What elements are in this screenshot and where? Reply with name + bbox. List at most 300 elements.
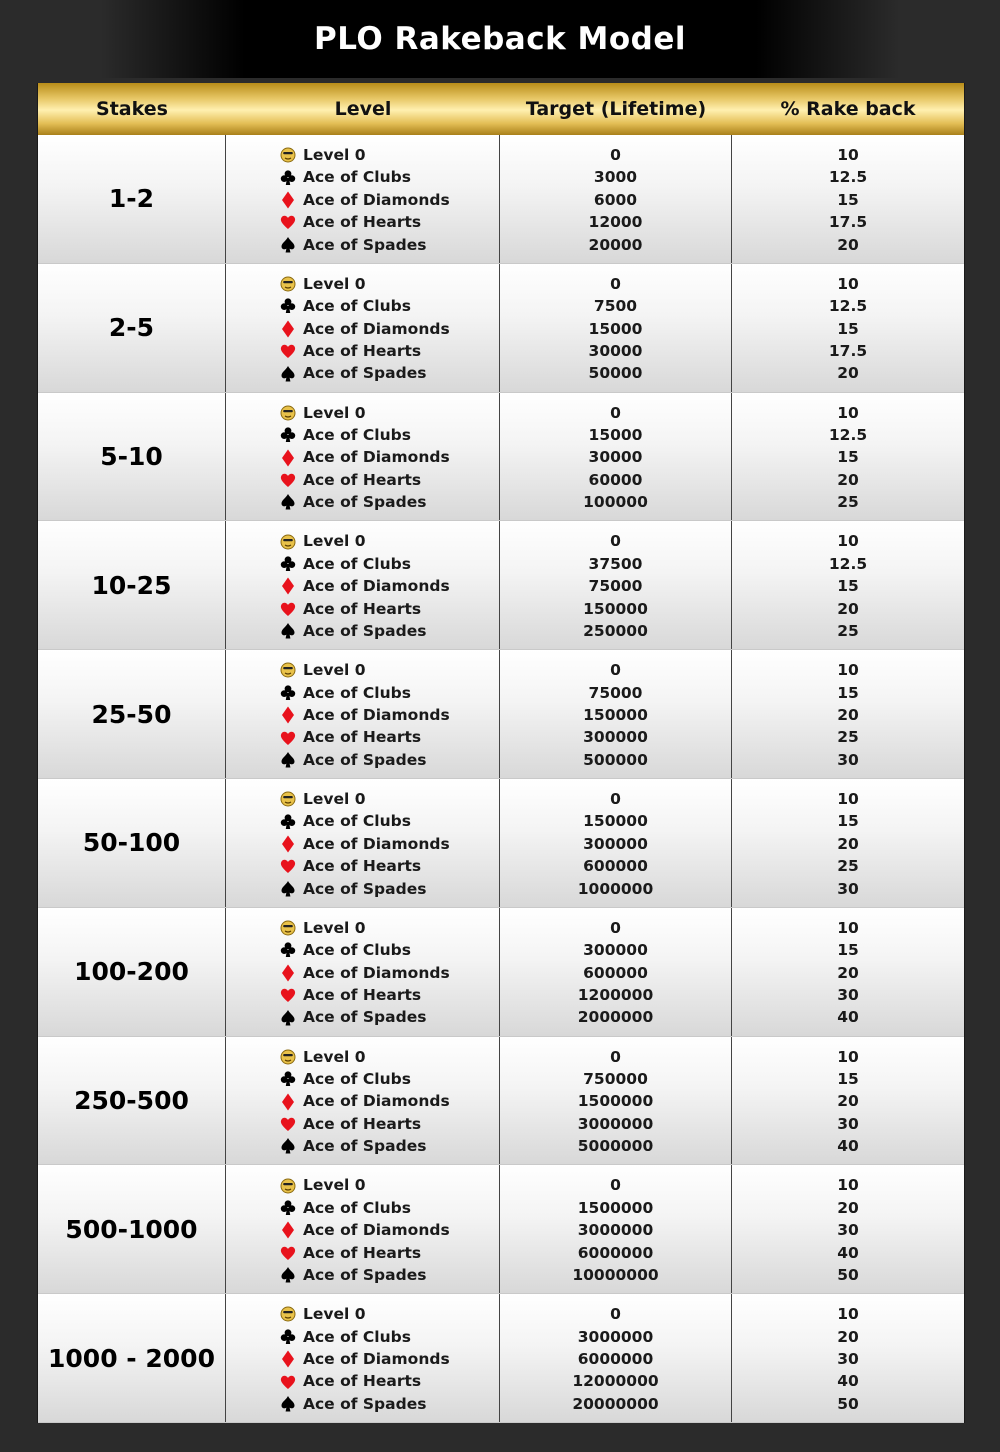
level-label: Ace of Spades <box>303 1008 427 1027</box>
club-icon <box>280 426 296 444</box>
target-value: 0 <box>610 274 621 293</box>
level-cell <box>226 908 500 1036</box>
level-label: Ace of Diamonds <box>303 577 450 596</box>
stakes-cell: 250-500 <box>38 1037 226 1165</box>
heart-icon <box>280 342 296 360</box>
level-label: Ace of Clubs <box>303 812 411 831</box>
club-icon <box>280 555 296 573</box>
rakeback-cell <box>732 779 964 907</box>
rakeback-value: 10 <box>837 403 859 422</box>
rakeback-value: 10 <box>837 1305 859 1324</box>
target-value: 300000 <box>583 728 648 747</box>
target-cell <box>500 779 732 907</box>
level-label: Ace of Hearts <box>303 1243 422 1262</box>
spade-icon <box>280 1137 296 1155</box>
level-label: Ace of Spades <box>303 1265 427 1284</box>
level-item <box>280 234 499 256</box>
target-cell <box>500 1165 732 1293</box>
emoji-face-icon <box>280 790 296 808</box>
rakeback-value: 10 <box>837 532 859 551</box>
table-header <box>38 83 964 135</box>
table-row <box>38 521 964 650</box>
rakeback-value: 15 <box>837 941 859 960</box>
level-item <box>280 1303 499 1325</box>
rakeback-cell <box>732 908 964 1036</box>
target-value: 3000 <box>593 168 638 187</box>
level-item <box>280 682 499 704</box>
level-cell <box>226 135 500 263</box>
table-row <box>38 1294 964 1423</box>
diamond-icon <box>280 1350 296 1368</box>
level-item <box>280 1068 499 1090</box>
target-value: 12000000 <box>572 1372 659 1391</box>
level-item <box>280 402 499 424</box>
rakeback-cell <box>732 521 964 649</box>
level-item <box>280 189 499 211</box>
target-value: 0 <box>610 146 621 164</box>
level-item <box>280 575 499 597</box>
emoji-face-icon <box>280 533 296 551</box>
spade-icon <box>280 1009 296 1027</box>
level-item <box>280 1113 499 1135</box>
emoji-face-icon <box>280 1048 296 1066</box>
table-row <box>38 1037 964 1166</box>
target-value: 20000 <box>588 235 643 254</box>
spade-icon <box>280 493 296 511</box>
stakes-cell: 2-5 <box>38 264 226 392</box>
target-value: 1500000 <box>577 1092 654 1111</box>
target-value: 12000 <box>588 213 643 232</box>
stakes-cell: 1000 - 2000 <box>38 1294 226 1422</box>
stakes-cell: 25-50 <box>38 650 226 778</box>
level-label: Ace of Hearts <box>303 985 422 1004</box>
target-value: 7500 <box>593 297 638 316</box>
target-value: 300000 <box>583 941 648 960</box>
spade-icon <box>280 365 296 383</box>
level-item <box>280 598 499 620</box>
target-cell <box>500 135 732 263</box>
heart-icon <box>280 600 296 618</box>
level-item <box>280 620 499 642</box>
level-label: Level 0 <box>303 532 366 551</box>
level-label: Level 0 <box>303 274 366 293</box>
emoji-face-icon <box>280 146 296 164</box>
level-cell <box>226 264 500 392</box>
diamond-icon <box>280 964 296 982</box>
rakeback-value: 20 <box>837 1198 859 1217</box>
rakeback-value: 10 <box>837 274 859 293</box>
level-cell <box>226 650 500 778</box>
level-label: Level 0 <box>303 661 366 680</box>
spade-icon <box>280 1266 296 1284</box>
level-item <box>280 553 499 575</box>
heart-icon <box>280 986 296 1004</box>
level-item <box>280 273 499 295</box>
rakeback-value: 15 <box>837 190 859 209</box>
diamond-icon <box>280 706 296 724</box>
level-item <box>280 917 499 939</box>
diamond-icon <box>280 1221 296 1239</box>
rakeback-value: 10 <box>837 918 859 937</box>
club-icon <box>280 297 296 315</box>
spade-icon <box>280 622 296 640</box>
target-value: 3000000 <box>577 1114 654 1133</box>
level-item <box>280 749 499 771</box>
level-item <box>280 855 499 877</box>
level-label: Ace of Clubs <box>303 1198 411 1217</box>
level-item <box>280 1006 499 1028</box>
target-value: 0 <box>610 789 621 808</box>
level-item <box>280 659 499 681</box>
level-label: Level 0 <box>303 1047 366 1066</box>
level-label: Ace of Diamonds <box>303 834 450 853</box>
level-label: Level 0 <box>303 403 366 422</box>
diamond-icon <box>280 577 296 595</box>
emoji-face-icon <box>280 919 296 937</box>
table-row <box>38 650 964 779</box>
heart-icon <box>280 1244 296 1262</box>
table-row <box>38 1165 964 1294</box>
rakeback-value: 20 <box>837 1327 859 1346</box>
target-cell <box>500 908 732 1036</box>
level-label: Ace of Spades <box>303 1137 427 1156</box>
rakeback-value: 25 <box>837 493 859 512</box>
club-icon <box>280 1070 296 1088</box>
rakeback-cell <box>732 1165 964 1293</box>
rakeback-value: 50 <box>837 1265 859 1284</box>
level-item <box>280 295 499 317</box>
level-item <box>280 1090 499 1112</box>
level-item <box>280 424 499 446</box>
target-value: 600000 <box>583 857 648 876</box>
rakeback-value: 20 <box>837 470 859 489</box>
rakeback-cell <box>732 1037 964 1165</box>
level-label: Ace of Diamonds <box>303 1221 450 1240</box>
target-value: 0 <box>610 532 621 551</box>
level-item <box>280 1393 499 1415</box>
club-icon <box>280 1328 296 1346</box>
level-item <box>280 788 499 810</box>
target-value: 3000000 <box>577 1221 654 1240</box>
level-item <box>280 1264 499 1286</box>
level-item <box>280 1242 499 1264</box>
rakeback-value: 12.5 <box>828 297 868 316</box>
level-item <box>280 1135 499 1157</box>
level-label: Level 0 <box>303 789 366 808</box>
spade-icon <box>280 751 296 769</box>
level-item <box>280 1326 499 1348</box>
rakeback-cell <box>732 264 964 392</box>
level-cell <box>226 1165 500 1293</box>
level-label: Ace of Diamonds <box>303 448 450 467</box>
target-value: 750000 <box>583 1069 648 1088</box>
rakeback-value: 15 <box>837 812 859 831</box>
level-item <box>280 362 499 384</box>
target-value: 0 <box>610 661 621 680</box>
level-label: Ace of Hearts <box>303 341 422 360</box>
rakeback-value: 17.5 <box>828 213 868 232</box>
level-item <box>280 939 499 961</box>
level-cell <box>226 779 500 907</box>
heart-icon <box>280 1115 296 1133</box>
target-value: 1200000 <box>577 985 654 1004</box>
rakeback-value: 15 <box>837 683 859 702</box>
level-cell <box>226 393 500 521</box>
target-value: 6000 <box>593 190 638 209</box>
level-item <box>280 878 499 900</box>
level-item <box>280 469 499 491</box>
rakeback-value: 10 <box>837 146 859 164</box>
stakes-cell: 50-100 <box>38 779 226 907</box>
rakeback-value: 40 <box>837 1008 859 1027</box>
table-row <box>38 264 964 393</box>
target-cell <box>500 521 732 649</box>
rakeback-table <box>37 83 965 1423</box>
level-label: Ace of Diamonds <box>303 1349 450 1368</box>
level-label: Ace of Hearts <box>303 728 422 747</box>
level-item <box>280 1046 499 1068</box>
rakeback-value: 30 <box>837 750 859 769</box>
target-value: 0 <box>610 1176 621 1195</box>
level-label: Ace of Hearts <box>303 213 422 232</box>
rakeback-value: 30 <box>837 1221 859 1240</box>
header-rakeback: % Rake back <box>780 98 916 120</box>
target-value: 60000 <box>588 470 643 489</box>
stakes-cell: 5-10 <box>38 393 226 521</box>
rakeback-value: 20 <box>837 705 859 724</box>
level-label: Ace of Clubs <box>303 425 411 444</box>
table-row <box>38 135 964 264</box>
target-cell <box>500 393 732 521</box>
target-value: 0 <box>610 1047 621 1066</box>
level-label: Level 0 <box>303 1176 366 1195</box>
stakes-cell: 10-25 <box>38 521 226 649</box>
rakeback-value: 30 <box>837 1349 859 1368</box>
level-label: Ace of Diamonds <box>303 319 450 338</box>
target-value: 2000000 <box>577 1008 654 1027</box>
header-target: Target (Lifetime) <box>525 98 707 120</box>
rakeback-value: 20 <box>837 963 859 982</box>
rakeback-value: 10 <box>837 661 859 680</box>
level-cell <box>226 1294 500 1422</box>
level-label: Ace of Diamonds <box>303 1092 450 1111</box>
rakeback-value: 40 <box>837 1243 859 1262</box>
club-icon <box>280 941 296 959</box>
target-value: 3000000 <box>577 1327 654 1346</box>
level-item <box>280 833 499 855</box>
diamond-icon <box>280 449 296 467</box>
target-value: 100000 <box>583 493 648 512</box>
level-label: Ace of Clubs <box>303 554 411 573</box>
level-cell <box>226 1037 500 1165</box>
target-value: 250000 <box>583 621 648 640</box>
rakeback-value: 20 <box>837 364 859 383</box>
level-label: Ace of Clubs <box>303 297 411 316</box>
title-banner <box>100 0 900 78</box>
level-item <box>280 810 499 832</box>
level-label: Ace of Spades <box>303 364 427 383</box>
emoji-face-icon <box>280 275 296 293</box>
level-label: Ace of Clubs <box>303 168 411 187</box>
target-value: 15000 <box>588 319 643 338</box>
level-item <box>280 1197 499 1219</box>
level-item <box>280 446 499 468</box>
stakes-cell: 1-2 <box>38 135 226 263</box>
target-value: 1000000 <box>577 879 654 898</box>
target-cell <box>500 264 732 392</box>
level-label: Level 0 <box>303 1305 366 1324</box>
level-cell <box>226 521 500 649</box>
page-title: PLO Rakeback Model <box>314 21 686 57</box>
heart-icon <box>280 1373 296 1391</box>
table-row <box>38 393 964 522</box>
target-value: 37500 <box>588 554 643 573</box>
target-value: 50000 <box>588 364 643 383</box>
level-item <box>280 211 499 233</box>
level-label: Ace of Spades <box>303 493 427 512</box>
target-value: 600000 <box>583 963 648 982</box>
rakeback-value: 30 <box>837 879 859 898</box>
rakeback-value: 15 <box>837 1069 859 1088</box>
rakeback-value: 20 <box>837 235 859 254</box>
club-icon <box>280 684 296 702</box>
rakeback-cell <box>732 135 964 263</box>
level-item <box>280 984 499 1006</box>
rakeback-value: 30 <box>837 1114 859 1133</box>
diamond-icon <box>280 320 296 338</box>
level-label: Ace of Diamonds <box>303 963 450 982</box>
rakeback-value: 50 <box>837 1394 859 1413</box>
target-value: 300000 <box>583 834 648 853</box>
rakeback-value: 12.5 <box>828 168 868 187</box>
level-label: Ace of Hearts <box>303 470 422 489</box>
level-label: Ace of Clubs <box>303 1069 411 1088</box>
rakeback-value: 12.5 <box>828 425 868 444</box>
heart-icon <box>280 729 296 747</box>
target-cell <box>500 1037 732 1165</box>
emoji-face-icon <box>280 661 296 679</box>
rakeback-value: 12.5 <box>828 554 868 573</box>
level-item <box>280 726 499 748</box>
rakeback-value: 10 <box>837 1176 859 1195</box>
target-value: 20000000 <box>572 1394 659 1413</box>
table-body <box>38 135 964 1423</box>
spade-icon <box>280 1395 296 1413</box>
level-label: Ace of Hearts <box>303 1114 422 1133</box>
target-value: 0 <box>610 918 621 937</box>
level-label: Level 0 <box>303 918 366 937</box>
target-value: 75000 <box>588 577 643 596</box>
target-value: 30000 <box>588 448 643 467</box>
level-label: Ace of Spades <box>303 879 427 898</box>
target-value: 0 <box>610 1305 621 1324</box>
rakeback-value: 15 <box>837 319 859 338</box>
target-value: 150000 <box>583 812 648 831</box>
diamond-icon <box>280 1093 296 1111</box>
stakes-cell: 500-1000 <box>38 1165 226 1293</box>
level-item <box>280 144 499 166</box>
heart-icon <box>280 213 296 231</box>
rakeback-value: 30 <box>837 985 859 1004</box>
level-label: Ace of Hearts <box>303 857 422 876</box>
level-item <box>280 1219 499 1241</box>
target-value: 6000000 <box>577 1349 654 1368</box>
level-label: Ace of Hearts <box>303 1372 422 1391</box>
level-label: Ace of Diamonds <box>303 190 450 209</box>
level-label: Ace of Diamonds <box>303 705 450 724</box>
rakeback-value: 25 <box>837 857 859 876</box>
rakeback-cell <box>732 650 964 778</box>
level-label: Ace of Spades <box>303 235 427 254</box>
target-value: 6000000 <box>577 1243 654 1262</box>
rakeback-value: 20 <box>837 1092 859 1111</box>
level-label: Ace of Spades <box>303 750 427 769</box>
emoji-face-icon <box>280 404 296 422</box>
rakeback-value: 15 <box>837 448 859 467</box>
level-label: Ace of Clubs <box>303 941 411 960</box>
club-icon <box>280 813 296 831</box>
target-value: 1500000 <box>577 1198 654 1217</box>
level-label: Ace of Spades <box>303 1394 427 1413</box>
level-item <box>280 704 499 726</box>
heart-icon <box>280 857 296 875</box>
rakeback-value: 20 <box>837 834 859 853</box>
target-value: 150000 <box>583 599 648 618</box>
stakes-cell: 100-200 <box>38 908 226 1036</box>
emoji-face-icon <box>280 1177 296 1195</box>
level-item <box>280 166 499 188</box>
target-value: 0 <box>610 403 621 422</box>
rakeback-cell <box>732 1294 964 1422</box>
level-label: Ace of Clubs <box>303 683 411 702</box>
level-item <box>280 318 499 340</box>
level-item <box>280 530 499 552</box>
diamond-icon <box>280 191 296 209</box>
rakeback-value: 25 <box>837 621 859 640</box>
level-label: Ace of Spades <box>303 621 427 640</box>
level-label: Level 0 <box>303 146 366 164</box>
target-value: 30000 <box>588 341 643 360</box>
rakeback-value: 20 <box>837 599 859 618</box>
rakeback-value: 17.5 <box>828 341 868 360</box>
level-label: Ace of Clubs <box>303 1327 411 1346</box>
level-item <box>280 1370 499 1392</box>
target-value: 150000 <box>583 705 648 724</box>
club-icon <box>280 169 296 187</box>
level-item <box>280 1348 499 1370</box>
target-value: 15000 <box>588 425 643 444</box>
level-item <box>280 491 499 513</box>
rakeback-value: 40 <box>837 1372 859 1391</box>
header-stakes: Stakes <box>96 98 168 120</box>
heart-icon <box>280 471 296 489</box>
emoji-face-icon <box>280 1305 296 1323</box>
target-value: 5000000 <box>577 1137 654 1156</box>
target-value: 75000 <box>588 683 643 702</box>
spade-icon <box>280 236 296 254</box>
header-level: Level <box>334 98 392 120</box>
level-item <box>280 340 499 362</box>
table-row <box>38 908 964 1037</box>
rakeback-value: 15 <box>837 577 859 596</box>
target-value: 500000 <box>583 750 648 769</box>
rakeback-value: 40 <box>837 1137 859 1156</box>
target-value: 10000000 <box>572 1265 659 1284</box>
club-icon <box>280 1199 296 1217</box>
diamond-icon <box>280 835 296 853</box>
level-label: Ace of Hearts <box>303 599 422 618</box>
spade-icon <box>280 880 296 898</box>
